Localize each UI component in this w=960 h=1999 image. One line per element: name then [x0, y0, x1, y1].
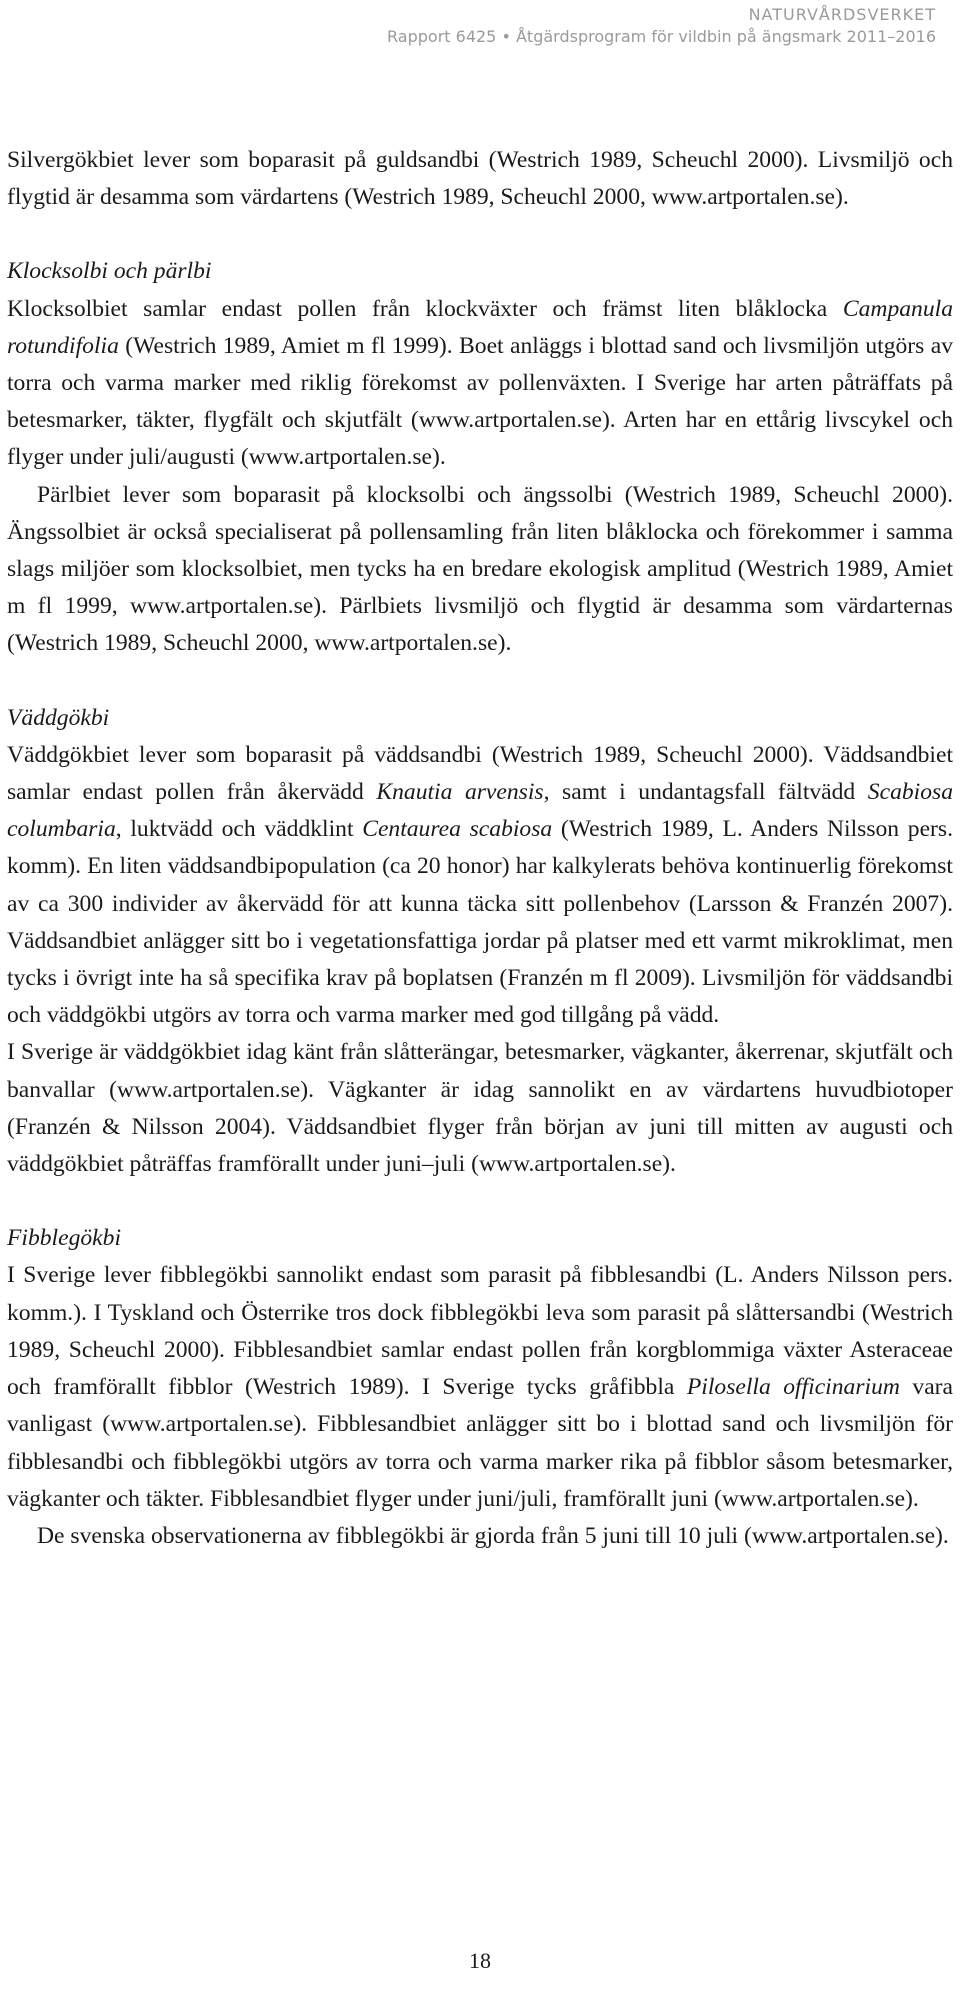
- report-title: Rapport 6425 • Åtgärdsprogram för vildbin på ängsmark 2011–2016: [387, 27, 936, 46]
- paragraph: I Sverige är väddgökbiet idag känt från slåtterängar, betesmarker, vägkanter, åkerrenar, skjutfält och banvallar (www.artportalen.se). Vägkanter är idag sannolikt en av värdartens huvudbiotoper (Franzén & Nilsson 2004). Väddsandbiet flyger från början av juni till mitten av augusti och väddgökbiet påträffas framförallt under juni–juli (www.artportalen.se).: [7, 1039, 953, 1178]
- latin-name: Campanula rotundifolia: [7, 295, 953, 359]
- latin-name: Scabiosa columbaria: [7, 779, 953, 843]
- paragraph: [7, 291, 953, 477]
- text-run: (Westrich 1989, Amiet m fl 1999). Boet anläggs i blottad sand och livsmiljön utgörs av torra och varma marker med riklig förekomst av pollenväxten. I Sverige har arten påträffats på betesmarker, täkter, flygfält och skjutfält (www.artportalen.se). Arten har en ettårig livscykel och flyger under juli/augusti (www.artportalen.se).: [7, 332, 953, 471]
- text-run: Väddgökbiet lever som boparasit på väddsandbi (Westrich 1989, Scheuchl 2000). Väddsandbiet samlar endast pollen från åkervädd: [7, 741, 953, 806]
- section-gap: [7, 216, 953, 253]
- publisher-name: NATURVÅRDSVERKET: [748, 5, 936, 24]
- latin-name: Centaurea scabiosa: [362, 816, 553, 843]
- text-run: , luktvädd och väddklint: [115, 816, 363, 843]
- text-run: (Westrich 1989, L. Anders Nilsson pers. komm). En liten väddsandbipopulation (ca 20 honor) har kalkylerats behöva kontinuerlig förekomst av ca 300 individer av åkervädd för att kunna täcka sitt pollenbehov (Larsson & Franzén 2007). Väddsandbiet anlägger sitt bo i vegetationsfattiga jordar på platser med ett varmt mikroklimat, men tycks i övrigt inte ha så specifika krav på boplatsen (Franzén m fl 2009). Livsmiljön för väddsandbi och väddgökbi utgörs av torra och varma marker med god tillgång på vädd.: [7, 816, 953, 1029]
- section-heading-fibblegokbi: Fibblegökbi: [7, 1225, 122, 1252]
- latin-name: Pilosella officinarium: [686, 1374, 900, 1401]
- latin-name: Knautia arvensis: [376, 779, 544, 806]
- text-run: vara vanligast (www.artportalen.se). Fibblesandbiet anlägger sitt bo i blottad sand och livsmiljön för fibblesandbi och fibblegökbi utgörs av torra och varma marker rika på fibblor såsom betesmarker, vägkanter och täkter. Fibblesandbiet flyger under juni/juli, framförallt juni (www.artportalen.se).: [7, 1374, 953, 1512]
- text-run: I Sverige lever fibblegökbi sannolikt endast som parasit på fibblesandbi (L. Anders Nilsson pers. komm.). I Tyskland och Österrike tros dock fibblegökbi leva som parasit på slåttersandbi (Westrich 1989, Scheuchl 2000). Fibblesandbiet samlar endast pollen från korgblommiga växter Asteraceae och framförallt fibblor (Westrich 1989). I Sverige tycks gråfibbla: [7, 1262, 953, 1401]
- text-run: Klocksolbiet samlar endast pollen från klockväxter och främst liten blåklocka: [7, 295, 843, 322]
- page-number: 18: [469, 1948, 491, 1973]
- paragraph: De svenska observationerna av fibblegökbi är gjorda från 5 juni till 10 juli (www.artportalen.se).: [37, 1522, 949, 1549]
- page-header: [387, 4, 936, 48]
- section-gap: [7, 663, 953, 700]
- paragraph: Silvergökbiet lever som boparasit på guldsandbi (Westrich 1989, Scheuchl 2000). Livsmiljö och flygtid är desamma som värdartens (Westrich 1989, Scheuchl 2000, www.artportalen.se).: [7, 147, 953, 211]
- section-heading-klocksolbi: Klocksolbi och pärlbi: [7, 258, 212, 285]
- paragraph: [7, 737, 953, 1035]
- section-gap: [7, 1183, 953, 1220]
- section-heading-vaddgokbi: Väddgökbi: [7, 704, 110, 731]
- paragraph: Pärlbiet lever som boparasit på klocksolbi och ängssolbi (Westrich 1989, Scheuchl 2000). Ängssolbiet är också specialiserat på pollensamling från liten blåklocka och förekommer i samma slags miljöer som klocksolbiet, men tycks ha en bredare ekologisk amplitud (Westrich 1989, Amiet m fl 1999, www.artportalen.se). Pärlbiets livsmiljö och flygtid är desamma som värdarternas (Westrich 1989, Scheuchl 2000, www.artportalen.se).: [7, 481, 953, 657]
- paragraph: [7, 1257, 953, 1517]
- body-text: [7, 142, 953, 1555]
- text-run: , samt i undantagsfall fältvädd: [543, 779, 868, 806]
